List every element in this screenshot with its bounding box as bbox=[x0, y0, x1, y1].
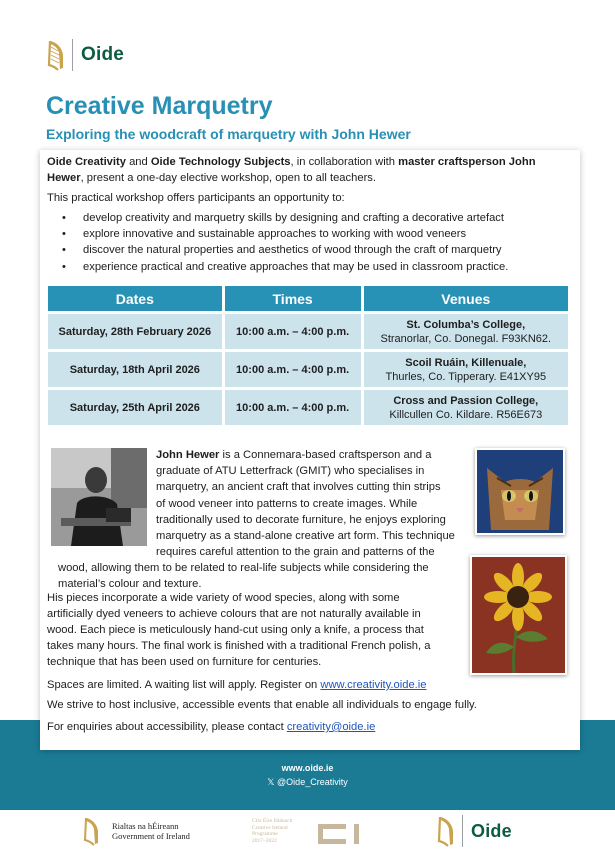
intro-org-1: Oide Creativity bbox=[47, 156, 126, 168]
cat-marquetry-image bbox=[475, 448, 565, 535]
john-hewer-photo bbox=[51, 448, 147, 546]
cip-line: Creative Ireland bbox=[252, 824, 288, 831]
venue-cell bbox=[364, 390, 568, 425]
header-times: Times bbox=[225, 286, 361, 311]
venue-cell bbox=[364, 314, 568, 349]
table-row bbox=[48, 314, 568, 349]
venue-address: Killcullen Co. Kildare. R56E673 bbox=[389, 408, 543, 421]
harp-icon bbox=[46, 39, 66, 71]
venue-name: Scoil Ruáin, Killenuale, bbox=[405, 356, 527, 369]
gov-line: Government of Ireland bbox=[112, 831, 190, 841]
cip-line: Clár Éire Ildánach bbox=[252, 818, 293, 824]
pieces-line: technique that has been used on furniture for centuries. bbox=[47, 656, 322, 668]
social-handle-text: @Oide_Creativity bbox=[277, 777, 348, 787]
objectives-list bbox=[62, 210, 508, 275]
date-cell: Saturday, 18th April 2026 bbox=[48, 352, 222, 387]
bio-name: John Hewer bbox=[156, 449, 220, 461]
intro-craftsperson: master craftsperson John Hewer bbox=[47, 156, 536, 184]
gov-line: Rialtas na hÉireann bbox=[112, 821, 179, 831]
oide-logo-bottom bbox=[436, 815, 512, 847]
list-item: • discover the natural properties and aesthetics of wood through the craft of marquetry bbox=[62, 242, 508, 258]
government-of-ireland-logo bbox=[82, 816, 190, 846]
pieces-paragraph bbox=[47, 590, 477, 670]
date-cell: Saturday, 25th April 2026 bbox=[48, 390, 222, 425]
oide-logo bbox=[46, 38, 124, 72]
spaces-label: Spaces are limited. A waiting list will apply. Register on bbox=[47, 679, 321, 691]
intro-text: and bbox=[125, 156, 151, 168]
creative-ireland-mark-icon bbox=[316, 821, 366, 847]
intro-org-2: Oide Technology Subjects bbox=[150, 156, 291, 168]
sunflower-marquetry-image bbox=[470, 555, 567, 675]
enquiries-label: For enquiries about accessibility, please contact bbox=[47, 721, 287, 733]
logo-text: Oide bbox=[81, 44, 125, 65]
social-handle[interactable] bbox=[0, 777, 615, 788]
logo-text: Oide bbox=[471, 820, 512, 841]
time-cell: 10:00 a.m. – 4:00 p.m. bbox=[225, 314, 361, 349]
list-item: • explore innovative and sustainable approaches to working with wood veneers bbox=[62, 226, 508, 242]
bio-line: marquetry, an ancient craft that involves cutting thin strips bbox=[156, 481, 441, 494]
venue-name: Cross and Passion College, bbox=[393, 394, 539, 407]
venue-name: St. Columba’s College, bbox=[406, 318, 526, 331]
list-item: • experience practical and creative approaches that may be used in classroom practice. bbox=[62, 259, 508, 275]
list-item: • develop creativity and marquetry skills by designing and crafting a decorative artefact bbox=[62, 210, 508, 226]
bio-block-wide bbox=[58, 560, 429, 592]
bio-line: material’s colour and texture. bbox=[58, 578, 202, 591]
x-icon: 𝕏 bbox=[267, 777, 278, 787]
venue-address: Thurles, Co. Tipperary. E41XY95 bbox=[385, 370, 547, 383]
table-row bbox=[48, 390, 568, 425]
bio-block bbox=[156, 447, 455, 560]
harp-icon bbox=[436, 815, 456, 847]
bio-line: requires careful attention to the grain and patterns of the bbox=[156, 546, 435, 559]
pieces-line: His pieces incorporate a wide variety of wood species, along with some bbox=[47, 592, 400, 604]
page-subtitle: Exploring the woodcraft of marquetry with John Hewer bbox=[46, 126, 411, 142]
bio-line: traditionally used to decorate furniture, he enjoys exploring bbox=[156, 513, 446, 526]
time-cell: 10:00 a.m. – 4:00 p.m. bbox=[225, 352, 361, 387]
spaces-text bbox=[47, 677, 427, 693]
intro-paragraph bbox=[47, 154, 571, 186]
header-venues: Venues bbox=[364, 286, 568, 311]
content-card bbox=[40, 150, 580, 750]
harp-icon bbox=[82, 816, 102, 846]
logo-divider bbox=[462, 815, 463, 847]
header-dates: Dates bbox=[48, 286, 222, 311]
bio-line: is a Connemara-based craftsperson and a bbox=[219, 449, 432, 461]
logo-divider bbox=[72, 39, 73, 71]
date-cell: Saturday, 28th February 2026 bbox=[48, 314, 222, 349]
bio-line: wood, allowing them to be related to real-life subjects while considering the bbox=[58, 562, 429, 574]
pieces-line: artificially dyed veneers to achieve colours that are not naturally available in bbox=[47, 608, 421, 620]
time-cell: 10:00 a.m. – 4:00 p.m. bbox=[225, 390, 361, 425]
cip-line: 2017–2022 bbox=[252, 837, 277, 844]
creative-ireland-text bbox=[252, 818, 307, 844]
enquiries-text bbox=[47, 719, 375, 735]
website-link[interactable]: www.oide.ie bbox=[281, 763, 334, 773]
cip-line: Programme bbox=[252, 831, 278, 837]
pieces-line: takes many hours. The final work is finished with a traditional French polish, a bbox=[47, 640, 431, 652]
page-title: Creative Marquetry bbox=[46, 92, 273, 120]
bio-line: of wood veneer into patterns to create images. While bbox=[156, 497, 418, 510]
venue-address: Stranorlar, Co. Donegal. F93KN62. bbox=[380, 332, 552, 345]
register-link[interactable]: www.creativity.oide.ie bbox=[320, 679, 427, 691]
intro-text: , in collaboration with bbox=[290, 156, 399, 168]
bio-line: graduate of ATU Letterfrack (GMIT) who specialises in bbox=[156, 465, 425, 478]
intro-text: , present a one-day elective workshop, open to all teachers. bbox=[80, 172, 376, 184]
schedule-table bbox=[45, 283, 571, 428]
inclusive-text: We strive to host inclusive, accessible events that enable all individuals to engage fully. bbox=[47, 699, 477, 711]
government-text bbox=[112, 821, 190, 841]
bio-line: marquetry as a stand-alone creative art form. This technique bbox=[156, 530, 455, 543]
email-link[interactable]: creativity@oide.ie bbox=[286, 721, 376, 733]
table-row bbox=[48, 352, 568, 387]
table-header-row bbox=[48, 286, 568, 311]
lead-text: This practical workshop offers participants an opportunity to: bbox=[47, 192, 345, 204]
venue-cell bbox=[364, 352, 568, 387]
pieces-line: wood. Each piece is meticulously hand-cut using only a knife, a process that bbox=[47, 624, 424, 636]
